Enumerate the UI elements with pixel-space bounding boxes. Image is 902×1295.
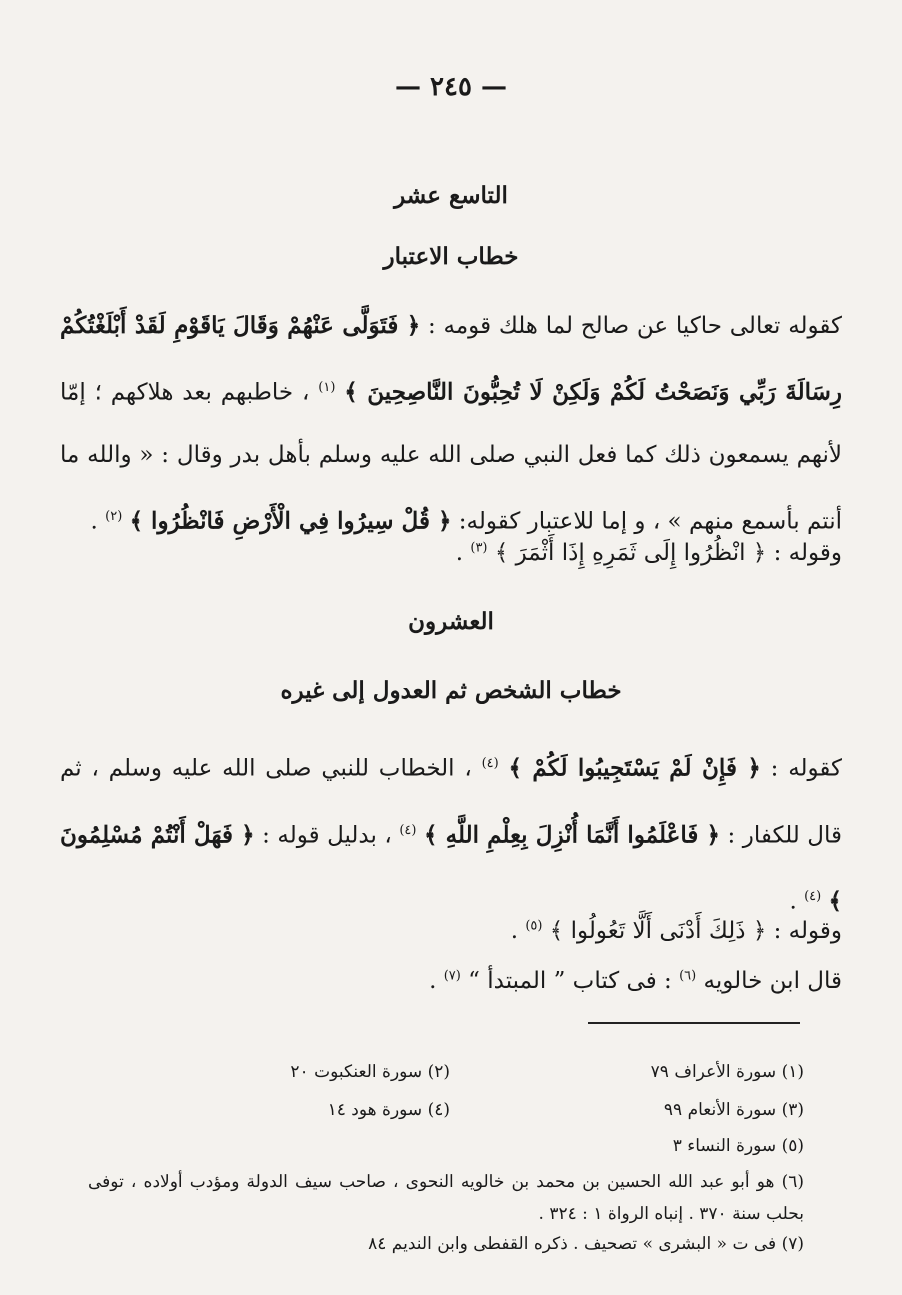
text-lead: كقوله تعالى حاكيا عن صالح لما هلك قومه :	[428, 313, 843, 339]
quran-quote: ﴿ ذَلِكَ أَدْنَى أَلَّا تَعُولُوا ﴾	[549, 918, 767, 944]
quran-quote: ﴿ انْظُرُوا إِلَى ثَمَرِهِ إِذَا أَثْمَرَ ﴾	[494, 540, 767, 566]
quran-quote: ﴿ فَاعْلَمُوا أَنَّمَا أُنْزِلَ بِعِلْمِ اللَّهِ ﴾	[423, 821, 720, 849]
section20-paragraph	[60, 733, 842, 933]
footnote-2: (٢) سورة العنكبوت ٢٠	[290, 1062, 450, 1082]
quran-quote: ﴿ فَهَلْ أَنْتُمْ مُسْلِمُونَ ﴾	[60, 821, 842, 915]
footnote-ref: (١)	[318, 380, 336, 395]
text-lead: وقوله :	[773, 540, 842, 566]
text-end: .	[90, 508, 98, 535]
footnote-divider	[588, 1022, 800, 1024]
section-number-19: التاسع عشر	[394, 182, 508, 209]
text-body: ، بدليل قوله :	[262, 822, 392, 849]
text-body: : فى كتاب ” المبتدأ “	[468, 968, 672, 994]
page-number: — ٢٤٥ —	[394, 72, 508, 102]
text-lead: كقوله :	[770, 755, 843, 782]
quran-quote: ﴿ قُلْ سِيرُوا فِي الْأَرْضِ فَانْظُرُوا ﴾	[129, 507, 452, 535]
footnote-4: (٤) سورة هود ١٤	[327, 1100, 450, 1120]
text-end: .	[429, 968, 437, 994]
quran-quote: ﴿ فَإِنْ لَمْ يَسْتَجِيبُوا لَكُمْ ﴾	[508, 754, 761, 782]
footnote-ref: (٤)	[481, 756, 499, 771]
footnote-1: (١) سورة الأعراف ٧٩	[650, 1062, 804, 1082]
footnote-ref: (٤)	[399, 822, 417, 838]
section-title-20: خطاب الشخص ثم العدول إلى غيره	[280, 677, 622, 704]
section-number-20: العشرون	[408, 608, 494, 635]
section-title-19: خطاب الاعتبار	[383, 243, 519, 270]
footnote-ref: (٦)	[679, 968, 697, 984]
section19-line2	[456, 540, 842, 566]
footnote-ref: (٣)	[470, 540, 488, 556]
text-body: ، الخطاب للنبي صلى الله عليه وسلم ، ثم قال للكفار :	[60, 755, 843, 849]
footnote-3: (٣) سورة الأنعام ٩٩	[663, 1100, 804, 1120]
footnote-ref: (٥)	[525, 918, 543, 934]
text-end: .	[510, 918, 519, 944]
footnote-6: (٦) هو أبو عبد الله الحسين بن محمد بن خالويه النحوى ، صاحب سيف الدولة ومؤدب أولاده ، توفى بحلب سنة ٣٧٠ . إنباه الرواة ١ : ٣٢٤ .	[88, 1172, 804, 1224]
section20-line3	[429, 968, 842, 994]
footnote-ref: (٤)	[804, 889, 822, 905]
text-body: ، خاطبهم بعد هلاكهم ؛ إمّا لأنهم يسمعون ذلك كما فعل النبي صلى الله عليه وسلم بأهل بدر وقال : « والله ما أنتم بأسمع منهم » ، و إما للاعتبار كقوله:	[60, 379, 842, 535]
quran-quote: ﴿ فَتَوَلَّى عَنْهُمْ وَقَالَ يَاقَوْمِ لَقَدْ أَبْلَغْتُكُمْ رِسَالَةَ رَبِّي وَنَصَحْتُ لَكُمْ وَلَكِنْ لَا تُحِبُّونَ النَّاصِحِينَ ﴾	[60, 312, 843, 406]
text-end: .	[789, 888, 797, 915]
section19-paragraph	[60, 295, 842, 552]
footnote-ref: (٧)	[443, 968, 461, 984]
section20-line2	[511, 918, 842, 944]
text-end: .	[455, 540, 464, 566]
footnote-ref: (٢)	[105, 508, 123, 524]
text-lead: قال ابن خالويه	[703, 968, 842, 994]
text-lead: وقوله :	[773, 918, 842, 944]
footnote-7: (٧) فى ت « البشرى » تصحيف . ذكره القفطى وابن النديم ٨٤	[368, 1234, 804, 1254]
footnote-5: (٥) سورة النساء ٣	[672, 1136, 804, 1156]
